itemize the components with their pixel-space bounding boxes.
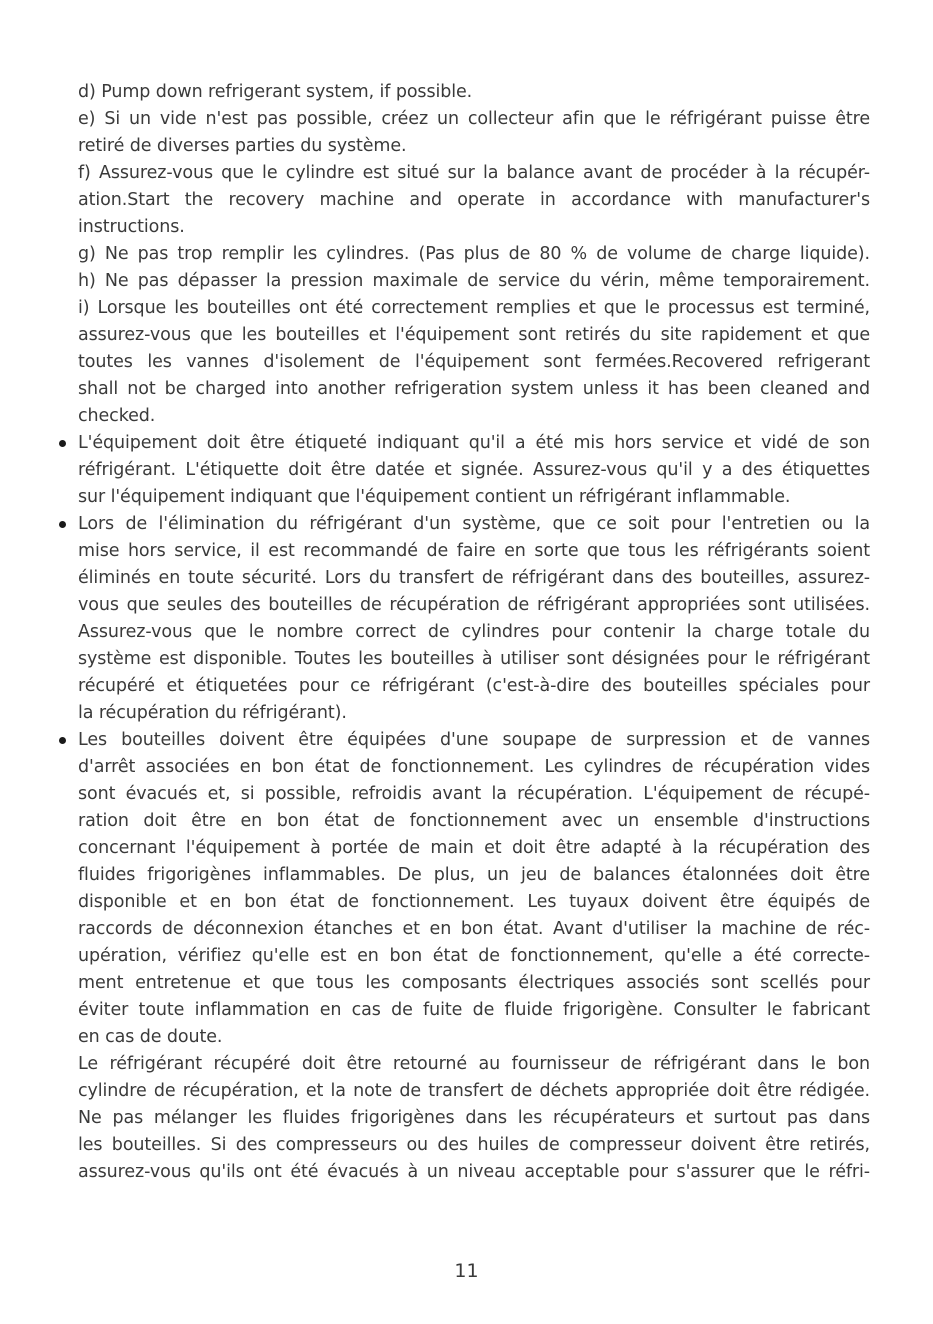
text-line: éviter toute inflammation en cas de fuite de fluide frigorigène. Consulter le fabricant	[78, 1000, 870, 1020]
text-line: L'équipement doit être étiqueté indiquant qu'il a été mis hors service et vidé de son	[78, 433, 870, 453]
text-line: Ne pas mélanger les fluides frigorigènes dans les récupérateurs et surtout pas dans	[78, 1108, 870, 1128]
text-line: retiré de diverses parties du système.	[78, 136, 407, 156]
text-line: d) Pump down refrigerant system, if possible.	[78, 82, 473, 102]
text-line: système est disponible. Toutes les bouteilles à utiliser sont désignées pour le réfrigérant	[78, 649, 870, 669]
text-line: f) Assurez-vous que le cylindre est situé sur la balance avant de procéder à la récupér-	[78, 163, 870, 183]
text-line: i) Lorsque les bouteilles ont été correctement remplies et que le processus est terminé,	[78, 298, 870, 318]
bullet-icon	[59, 737, 66, 744]
text-line: d'arrêt associées en bon état de fonctionnement. Les cylindres de récupération vides	[78, 757, 870, 777]
text-line: mise hors service, il est recommandé de faire en sorte que tous les réfrigérants soient	[78, 541, 870, 561]
text-line: ation.Start the recovery machine and operate in accordance with manufacturer's	[78, 190, 870, 210]
document-body	[78, 79, 870, 1186]
text-line: shall not be charged into another refrigeration system unless it has been cleaned and	[78, 379, 870, 399]
text-line: la récupération du réfrigérant).	[78, 703, 347, 723]
bullet-icon	[59, 440, 66, 447]
bullet-item	[78, 430, 870, 457]
text-line: Les bouteilles doivent être équipées d'une soupape de surpression et de vannes	[78, 730, 870, 750]
text-line: raccords de déconnexion étanches et en bon état. Avant d'utiliser la machine de réc-	[78, 919, 870, 939]
text-line: cylindre de récupération, et la note de transfert de déchets appropriée doit être rédigée.	[78, 1081, 870, 1101]
text-line: ration doit être en bon état de fonctionnement avec un ensemble d'instructions	[78, 811, 870, 831]
text-line: disponible et en bon état de fonctionnement. Les tuyaux doivent être équipés de	[78, 892, 870, 912]
bullet-item	[78, 727, 870, 754]
text-line: Le réfrigérant récupéré doit être retourné au fournisseur de réfrigérant dans le bon	[78, 1054, 870, 1074]
text-line: éliminés en toute sécurité. Lors du transfert de réfrigérant dans des bouteilles, assurez-	[78, 568, 870, 588]
page-number: 11	[454, 1260, 479, 1282]
text-line: upération, vérifiez qu'elle est en bon état de fonctionnement, qu'elle a été correcte-	[78, 946, 870, 966]
text-line: vous que seules des bouteilles de récupération de réfrigérant appropriées sont utilisées.	[78, 595, 870, 615]
text-line: toutes les vannes d'isolement de l'équipement sont fermées.Recovered refrigerant	[78, 352, 870, 372]
text-line: Assurez-vous que le nombre correct de cylindres pour contenir la charge totale du	[78, 622, 870, 642]
text-line: concernant l'équipement à portée de main et doit être adapté à la récupération des	[78, 838, 870, 858]
text-line: ment entretenue et que tous les composants électriques associés sont scellés pour	[78, 973, 870, 993]
text-line: en cas de doute.	[78, 1027, 223, 1047]
text-line: assurez-vous qu'ils ont été évacués à un niveau acceptable pour s'assurer que le réfri-	[78, 1162, 870, 1182]
text-line: Lors de l'élimination du réfrigérant d'un système, que ce soit pour l'entretien ou la	[78, 514, 870, 534]
text-line: réfrigérant. L'étiquette doit être datée et signée. Assurez-vous qu'il y a des étiquettes	[78, 460, 870, 480]
bullet-item	[78, 511, 870, 538]
text-line: instructions.	[78, 217, 185, 237]
text-line: fluides frigorigènes inflammables. De plus, un jeu de balances étalonnées doit être	[78, 865, 870, 885]
text-line: h) Ne pas dépasser la pression maximale de service du vérin, même temporairement.	[78, 271, 870, 291]
text-line: les bouteilles. Si des compresseurs ou des huiles de compresseur doivent être retirés,	[78, 1135, 870, 1155]
text-line: sur l'équipement indiquant que l'équipement contient un réfrigérant inflammable.	[78, 487, 791, 507]
text-line: e) Si un vide n'est pas possible, créez un collecteur afin que le réfrigérant puisse être	[78, 109, 870, 129]
text-line: g) Ne pas trop remplir les cylindres. (Pas plus de 80 % de volume de charge liquide).	[78, 244, 870, 264]
text-line: checked.	[78, 406, 156, 426]
text-line: récupéré et étiquetées pour ce réfrigérant (c'est-à-dire des bouteilles spéciales pour	[78, 676, 870, 696]
bullet-icon	[59, 521, 66, 528]
text-line: assurez-vous que les bouteilles et l'équipement sont retirés du site rapidement et que	[78, 325, 870, 345]
text-line: sont évacués et, si possible, refroidis avant la récupération. L'équipement de récupé-	[78, 784, 870, 804]
